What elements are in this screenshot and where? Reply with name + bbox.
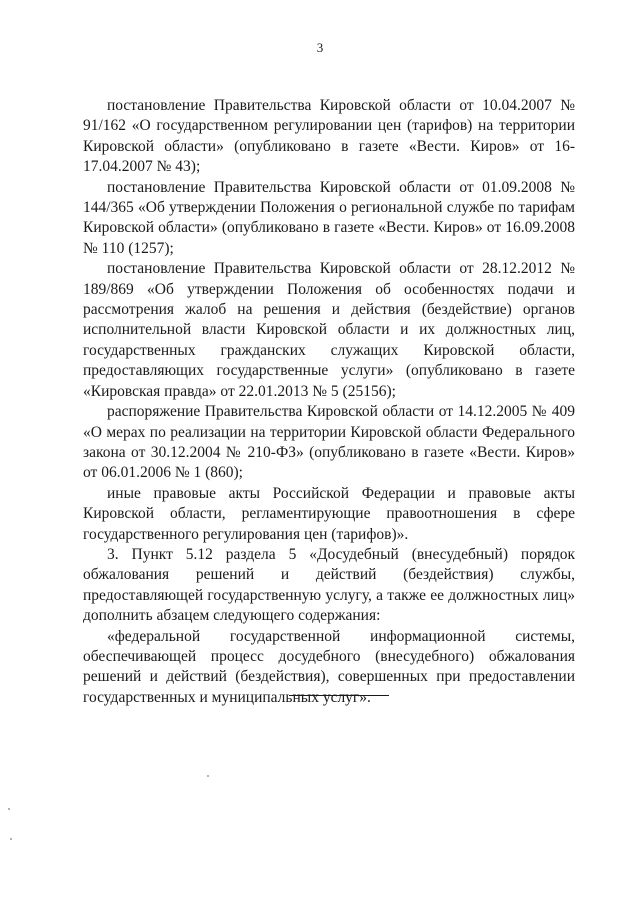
paragraph-other-legal-acts: иные правовые акты Российской Федерации и правовые акты Кировской области, регламентирующие правоотношения в сфере государственного регулирования цен (тарифов)».	[83, 484, 575, 543]
paragraph-resolution-91-162: постановление Правительства Кировской области от 10.04.2007 № 91/162 «О государственном регулировании цен (тарифов) на территории Кировской области» (опубликовано в газете «Вести. Киров» от 16-17.04.2007 № 43);	[83, 97, 575, 176]
closing-divider-line	[289, 695, 389, 696]
paragraph-federal-system-quote: «федеральной государственной информационной системы, обеспечивающей процесс досудебного (внесудебного) обжалования решений и действий (бездействия), совершенных при предоставлении государственных и муниципальных услуг».	[83, 627, 575, 706]
page-number: 3	[316, 40, 324, 55]
scan-speck	[8, 808, 10, 810]
paragraph-resolution-189-869: постановление Правительства Кировской области от 28.12.2012 № 189/869 «Об утверждении Положения об особенностях подачи и рассмотрения жалоб на решения и действия (бездействие) органов исполнительной власти Кировской области и их должностных лиц, государственных гражданских служащих Кировской области, предоставляющих государственные услуги» (опубликовано в газете «Кировская правда» от 22.01.2013 № 5 (25156);	[83, 260, 575, 400]
paragraph-order-409: распоряжение Правительства Кировской области от 14.12.2005 № 409 «О мерах по реализации на территории Кировской области Федерального закона от 30.12.2004 № 210-ФЗ» (опубликовано в газете «Вести. Киров» от 06.01.2006 № 1 (860);	[83, 403, 575, 482]
scan-speck	[207, 775, 209, 777]
paragraph-resolution-144-365: постановление Правительства Кировской области от 01.09.2008 № 144/365 «Об утверждении Положения о региональной службе по тарифам Кировской области» (опубликовано в газете «Вести. Киров» от 16.09.2008 № 110 (1257);	[83, 178, 575, 257]
document-body	[83, 96, 575, 708]
paragraph-item-3: 3. Пункт 5.12 раздела 5 «Досудебный (внесудебный) порядок обжалования решений и действий (бездействия) службы, предоставляющей государственную услугу, а также ее должностных лиц» дополнить абзацем следующего содержания:	[83, 545, 575, 625]
scan-speck	[10, 838, 12, 840]
